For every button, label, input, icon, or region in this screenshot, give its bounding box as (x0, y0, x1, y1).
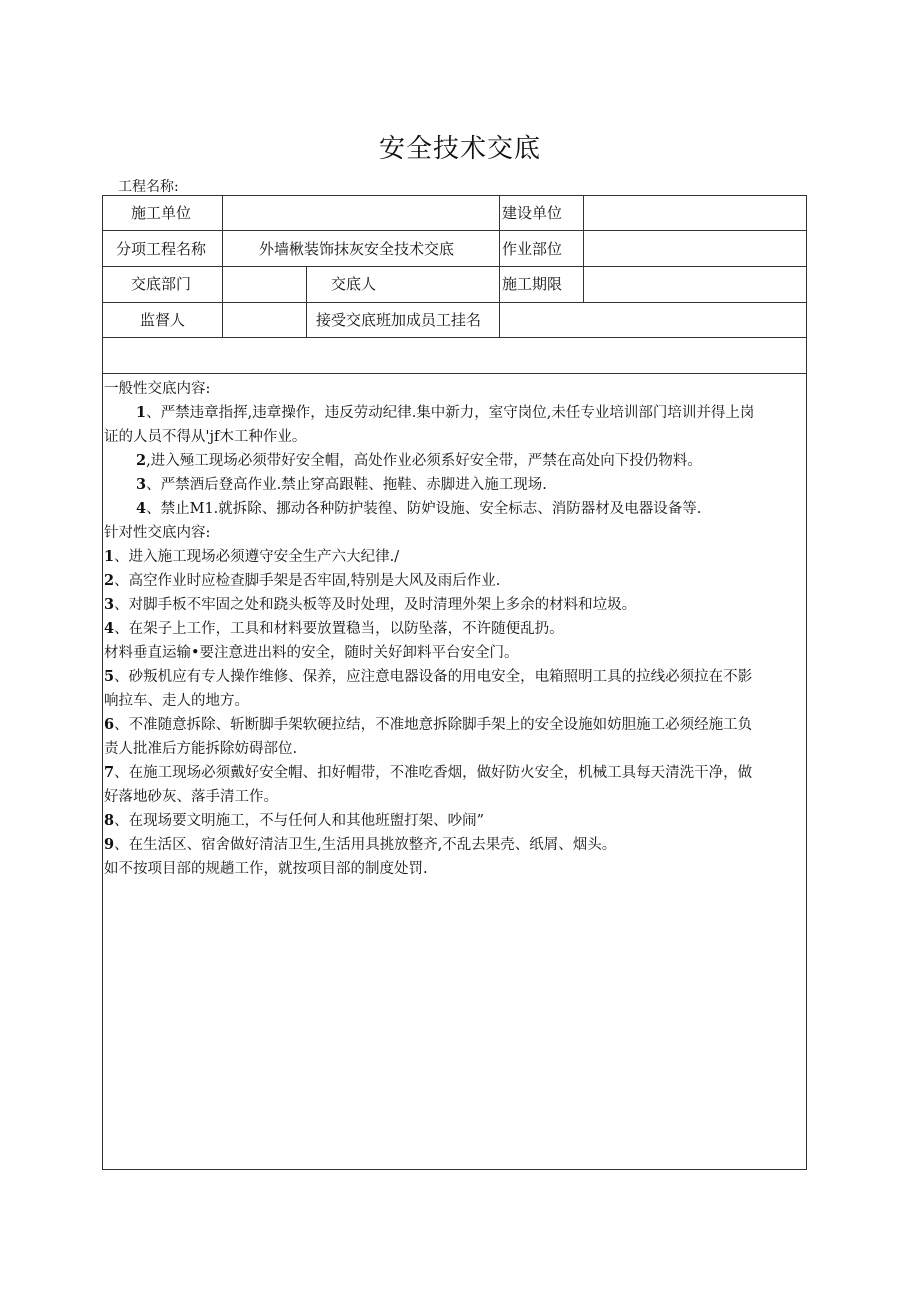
specific-item (104, 809, 800, 833)
item-text: 责人批准后方能拆除妨碍部位. (104, 741, 298, 757)
construction-unit-label: 施工单位 (131, 204, 192, 222)
item-number: 3 (136, 476, 147, 493)
item-text: 、在架子上工作，工具和材料要放置稳当，以防坠落，不许随便乱扔。 (114, 621, 564, 637)
specific-item (104, 617, 800, 641)
general-heading: 一般性交底内容: (104, 381, 211, 397)
item-text: 、高空作业时应检查脚手架是否牢固,特别是大风及雨后作业. (114, 573, 501, 589)
item-text: 响拉车、走人的地方。 (104, 693, 249, 709)
item-number: 4 (136, 500, 147, 517)
project-name-label: 工程名称: (118, 179, 179, 195)
general-item-continuation (104, 425, 800, 449)
item-text: 、砂叛机应有专人操作维修、保养，应注意电器设备的用电安全，电箱照明工具的拉线必须拉在不影 (114, 669, 753, 685)
column-divider (499, 195, 500, 302)
specific-item (104, 665, 800, 689)
row-divider (102, 302, 807, 303)
document-title: 安全技术交底 (378, 134, 541, 164)
column-divider (306, 266, 307, 337)
specific-item (104, 761, 800, 785)
item-number: 3 (104, 596, 115, 613)
item-number: 2 (136, 452, 147, 469)
item-text: ,进入殛工现场必须带好安全帽，高处作业必须系好安全带，严禁在高处向下投仍物料。 (146, 453, 702, 469)
row-divider (102, 373, 807, 374)
column-divider (222, 195, 223, 337)
supervisor-label: 监督人 (140, 311, 186, 329)
item-text: 、对脚手板不牢固之处和跷头板等及时处理，及时清理外架上多余的材料和垃圾。 (114, 597, 637, 613)
item-number: 2 (104, 572, 115, 589)
row-divider (102, 337, 807, 338)
item-number: 5 (104, 668, 115, 685)
sub-project-value: 外墙楸装饰抹灰安全技术交底 (259, 240, 455, 258)
item-number: 4 (104, 620, 115, 637)
receivers-label: 接受交底班加成员工挂名 (316, 311, 482, 329)
specific-item-continuation (104, 737, 800, 761)
item-text: 、不准随意拆除、斩断脚手架软硬拉结，不准地意拆除脚手架上的安全设施如妨胆施工必须经施工负 (114, 717, 753, 733)
specific-item (104, 545, 800, 569)
handover-content (104, 377, 800, 881)
item-number: 1 (136, 404, 147, 421)
specific-heading: 针对性交底内容: (104, 525, 211, 541)
specific-item (104, 833, 800, 857)
item-text: 、禁止M1.就拆除、挪动各种防护装徨、防妒设施、安全标志、消防器材及电器设备等. (146, 501, 702, 517)
item-number: 7 (104, 764, 115, 781)
general-item (104, 497, 800, 521)
item-text: 如不按项目部的规趟工作，就按项目部的制度处罚. (104, 861, 428, 877)
column-divider (583, 195, 584, 302)
general-item (104, 473, 800, 497)
row-divider (102, 230, 807, 231)
item-text: 好落地砂灰、落手清工作。 (104, 789, 278, 805)
item-text: 证的人员不得从'jf木工种作业。 (104, 429, 307, 445)
item-number: 1 (104, 548, 115, 565)
specific-item-continuation (104, 785, 800, 809)
presenter-label: 交底人 (331, 275, 377, 293)
item-number: 9 (104, 836, 115, 853)
specific-item-note (104, 641, 800, 665)
specific-item-continuation (104, 689, 800, 713)
specific-item (104, 569, 800, 593)
item-text: 、严禁酒后登高作业.禁止穿高跟鞋、拖鞋、赤脚进入施工现场. (146, 477, 547, 493)
item-text: 、严禁违章指挥,违章操作，违反劳动纪律.集中新力，室守岗位,未任专业培训部门培训并得上岗 (146, 405, 755, 421)
period-label: 施工期限 (502, 275, 563, 293)
item-text: 、在施工现场必须戴好安全帽、扣好帽带，不准吃香烟，做好防火安全，机械工具每天清洗干净，做 (114, 765, 753, 781)
general-item (104, 449, 800, 473)
general-item (104, 401, 800, 425)
item-number: 8 (104, 812, 115, 829)
work-area-label: 作业部位 (502, 240, 563, 258)
item-number: 6 (104, 716, 115, 733)
item-text: 材料垂直运输•要注意进出料的安全，随时关好卸料平台安全门。 (104, 645, 519, 661)
item-text: 、在现场要文明施工，不与任何人和其他班盥打架、吵闹” (114, 813, 485, 829)
closing-note (104, 857, 800, 881)
sub-project-label: 分项工程名称 (116, 240, 207, 258)
column-divider (499, 302, 500, 337)
specific-item (104, 593, 800, 617)
builder-unit-label: 建设单位 (502, 204, 563, 222)
item-text: 、在生活区、宿舍做好清洁卫生,生活用具挑放整齐,不乱去果壳、纸屑、烟头。 (114, 837, 617, 853)
dept-label: 交底部门 (131, 275, 192, 293)
row-divider (102, 266, 807, 267)
item-text: 、进入施工现场必须遵守安全生产六大纪律./ (114, 549, 400, 565)
specific-item (104, 713, 800, 737)
